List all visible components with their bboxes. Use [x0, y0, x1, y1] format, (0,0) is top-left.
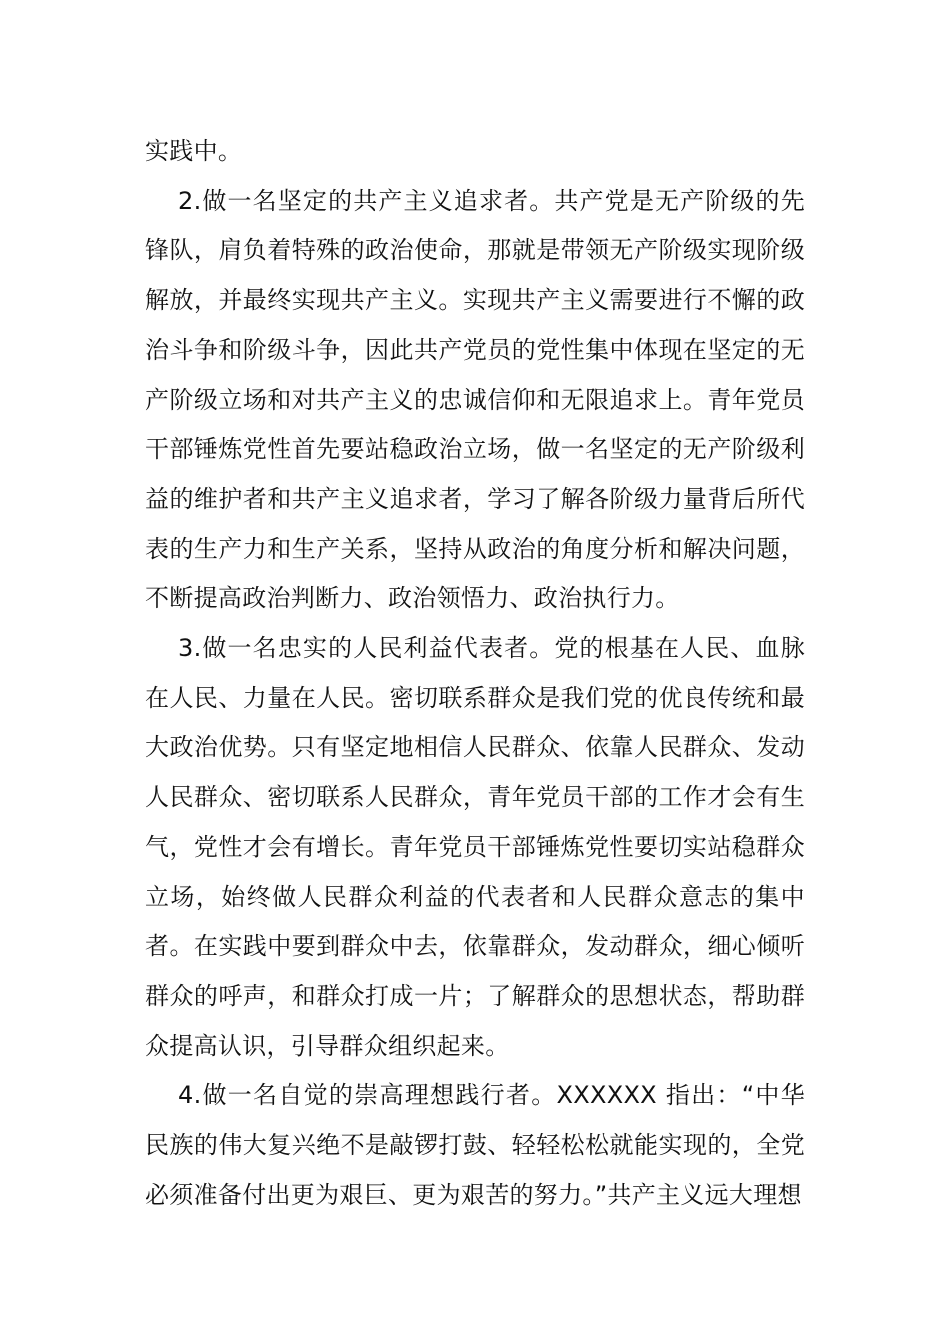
body-text [145, 127, 805, 1220]
paragraph-item-3: 3.做一名忠实的人民利益代表者。党的根基在人民、血脉在人民、力量在人民。密切联系群众是我们党的优良传统和最大政治优势。只有坚定地相信人民群众、依靠人民群众、发动人民群众、密切联系人民群众，青年党员干部的工作才会有生气，党性才会有增长。青年党员干部锤炼党性要切实站稳群众立场，始终做人民群众利益的代表者和人民群众意志的集中者。在实践中要到群众中去，依靠群众，发动群众，细心倾听群众的呼声，和群众打成一片；了解群众的思想状态，帮助群众提高认识，引导群众组织起来。 [145, 634, 805, 1060]
paragraph-item-2: 2.做一名坚定的共产主义追求者。共产党是无产阶级的先锋队，肩负着特殊的政治使命，那就是带领无产阶级实现阶级解放，并最终实现共产主义。实现共产主义需要进行不懈的政治斗争和阶级斗争，因此共产党员的党性集中体现在坚定的无产阶级立场和对共产主义的忠诚信仰和无限追求上。青年党员干部锤炼党性首先要站稳政治立场，做一名坚定的无产阶级利益的维护者和共产主义追求者，学习了解各阶级力量背后所代表的生产力和生产关系，坚持从政治的角度分析和解决问题，不断提高政治判断力、政治领悟力、政治执行力。 [145, 186, 805, 613]
paragraph-continuation: 实践中。 [145, 137, 243, 165]
paragraph-item-4: 4.做一名自觉的崇高理想践行者。XXXXXX 指出：“中华民族的伟大复兴绝不是敲锣打鼓、轻轻松松就能实现的，全党必须准备付出更为艰巨、更为艰苦的努力。”共产主义远大理想 [145, 1081, 805, 1209]
